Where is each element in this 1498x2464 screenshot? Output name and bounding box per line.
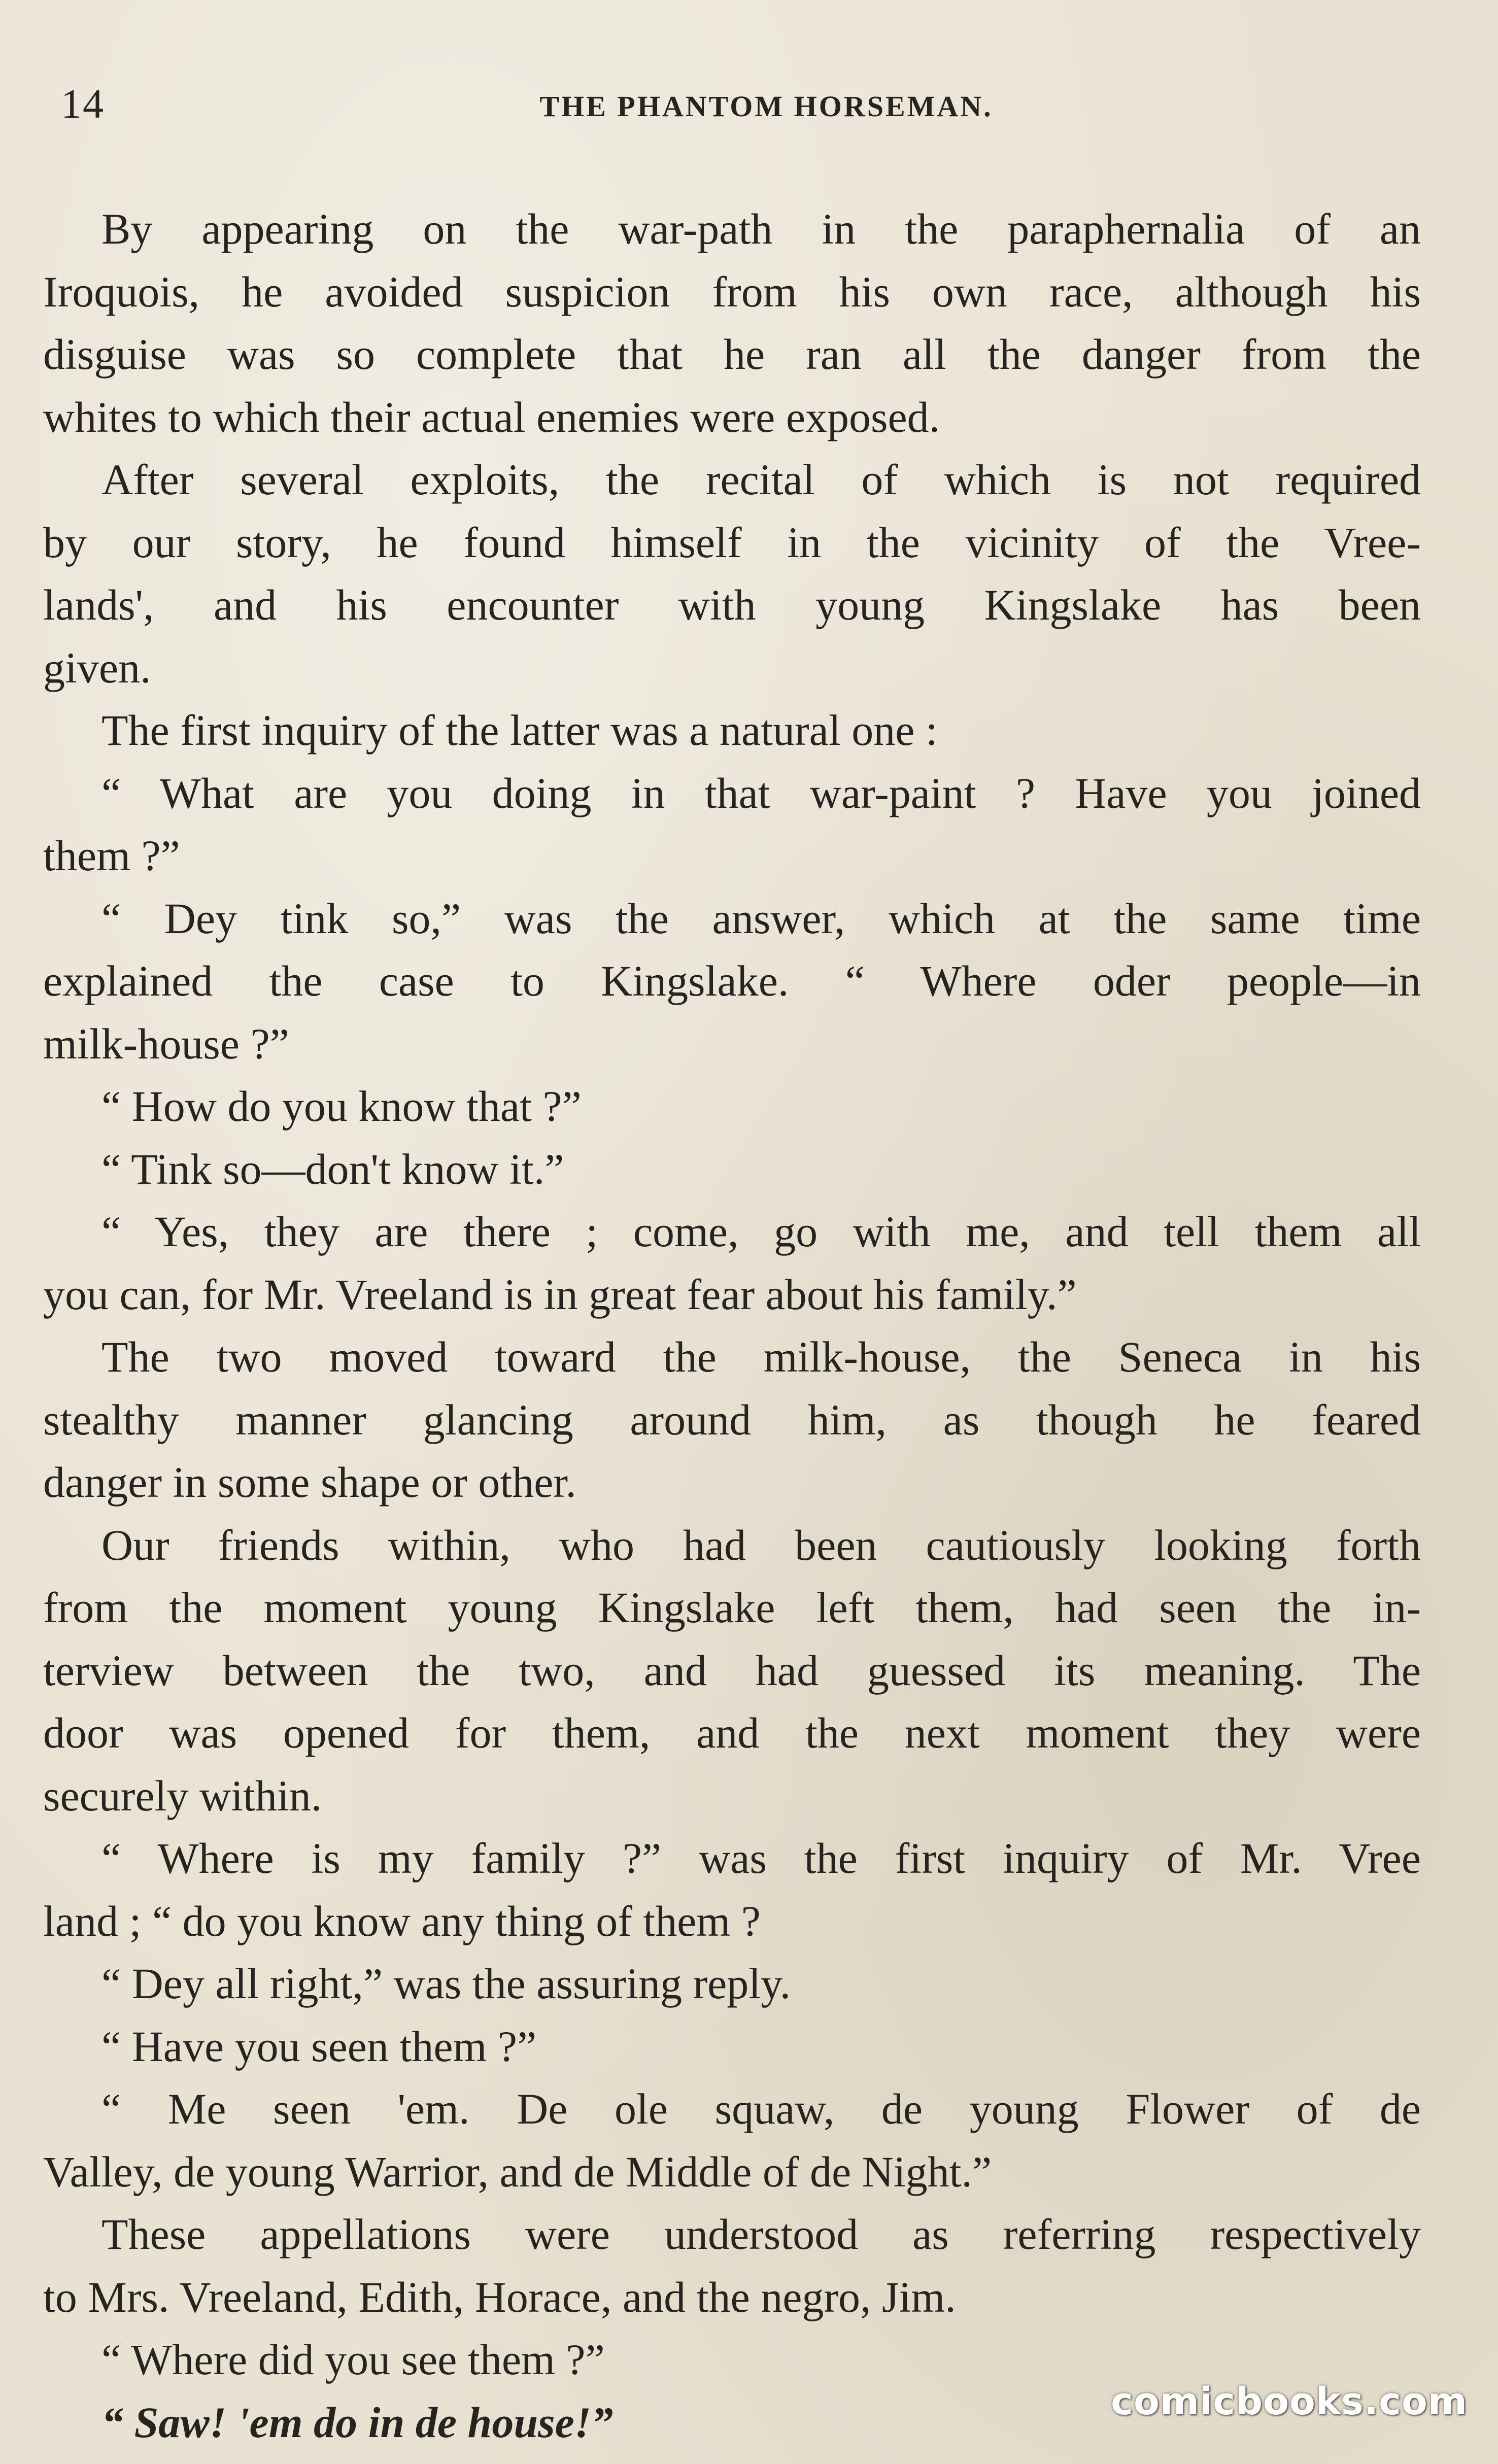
text-line: The two moved toward the milk-house, the Seneca in his (101, 1332, 1421, 1381)
text-line: “ Dey all right,” was the assuring reply. (101, 1959, 791, 2008)
text-line: “ Where did you see them ?” (101, 2335, 605, 2384)
text-line: “ Dey tink so,” was the answer, which at the same time (101, 894, 1421, 943)
text-line: lands', and his encounter with young Kingslake has been (43, 580, 1421, 629)
text-line: “ What are you doing in that war-paint ? Have you joined (101, 768, 1421, 817)
text-line: “ Tink so—don't know it.” (101, 1144, 564, 1193)
text-line: given. (43, 643, 151, 692)
page-header (61, 76, 1441, 132)
page-number: 14 (61, 81, 105, 127)
text-line: “ Me seen 'em. De ole squaw, de young Flower of de (101, 2084, 1421, 2133)
text-line: Valley, de young Warrior, and de Middle of de Night.” (43, 2147, 992, 2196)
text-line: “ How do you know that ?” (101, 1082, 582, 1131)
text-line: door was opened for them, and the next moment they were (43, 1708, 1421, 1757)
text-line: by our story, he found himself in the vicinity of the Vree- (43, 518, 1421, 567)
text-line: land ; “ do you know any thing of them ? (43, 1896, 761, 1945)
text-line: “ Saw! 'em do in de house!” (101, 2398, 614, 2447)
running-title: THE PHANTOM HORSEMAN. (539, 90, 993, 123)
text-line: Iroquois, he avoided suspicion from his own race, although his (43, 267, 1421, 316)
text-line: “ Where is my family ?” was the first inquiry of Mr. Vree (101, 1834, 1421, 1883)
text-line: stealthy manner glancing around him, as though he feared (43, 1395, 1421, 1444)
text-line: to Mrs. Vreeland, Edith, Horace, and the negro, Jim. (43, 2272, 956, 2321)
text-line: you can, for Mr. Vreeland is in great fear about his family.” (43, 1270, 1077, 1319)
watermark: comicbooks.com (1111, 2380, 1468, 2423)
text-line: “ Yes, they are there ; come, go with me, and tell them all (101, 1207, 1421, 1256)
text-line: By appearing on the war-path in the paraphernalia of an (101, 204, 1421, 253)
text-line: disguise was so complete that he ran all the danger from the (43, 330, 1421, 379)
text-line: securely within. (43, 1771, 322, 1820)
body-text (43, 198, 1421, 2454)
text-line: milk-house ?” (43, 1019, 289, 1068)
text-line: After several exploits, the recital of which is not required (101, 455, 1421, 504)
text-line: The first inquiry of the latter was a natural one : (101, 706, 938, 755)
text-line: terview between the two, and had guessed its meaning. The (43, 1646, 1421, 1695)
text-line: danger in some shape or other. (43, 1458, 576, 1507)
text-line: explained the case to Kingslake. “ Where oder people—in (43, 956, 1421, 1005)
text-line: from the moment young Kingslake left them, had seen the in- (43, 1583, 1421, 1632)
text-line: Our friends within, who had been cautiously looking forth (101, 1520, 1421, 1569)
text-line: These appellations were understood as referring respectively (101, 2210, 1421, 2258)
text-line: whites to which their actual enemies were exposed. (43, 392, 940, 441)
text-line: them ?” (43, 831, 180, 880)
text-line: “ Have you seen them ?” (101, 2022, 537, 2071)
